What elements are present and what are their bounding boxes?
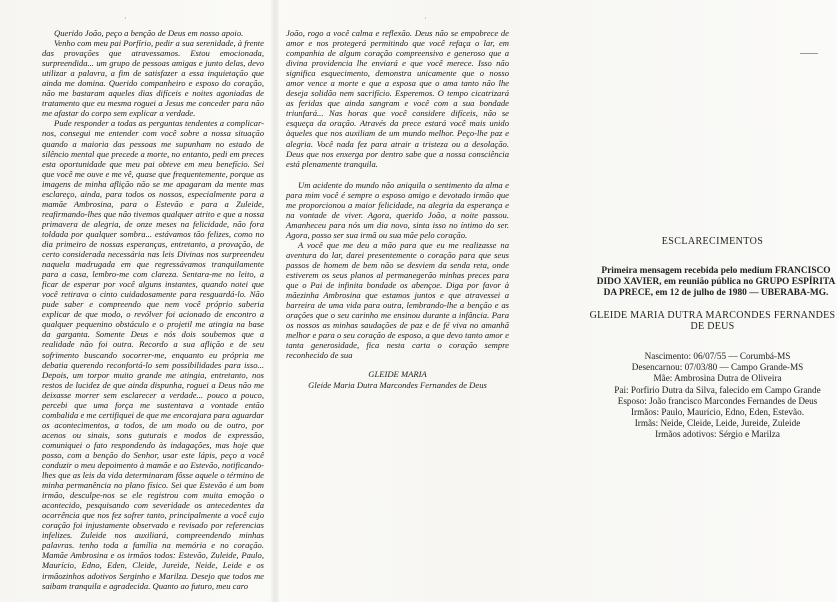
detail-death: Desencarnou: 07/03/80 — Campo Grande-MS [631,362,804,373]
detail-husband: Esposo: João francisco Marcondes Fernandes de Deus [617,395,818,406]
letter-column-left [42,28,264,591]
detail-birth: Nascimento: 06/07/55 — Corumbá-MS [644,351,791,361]
clarifications-panel [588,0,837,602]
detail-adopted: Irmãos adotivos: Sérgio e Marilza [655,429,780,440]
person-name: GLEIDE MARIA DUTRA MARCONDES FERNANDES DE DEUS [589,310,836,332]
person-details [598,351,837,441]
signature-caps: GLEIDE MARIA [368,368,427,379]
scan-mark: · [124,14,127,23]
letter-paragraph: Querido João, peço a benção de Deus em nosso apoio. [54,28,244,38]
letter-paragraph: A você que me deu a mão para que eu me realizasse na aventura do lar, darei presentemente o coração para que seus passos de homem de bem não se desviem da senda reta, onde estiverem os seus planos al permanegerão minhas preces para que o Pai de infinita bondade os abençoe. Diga por favor à mãezinha Ambrosina que estamos juntos e que atravessei a barreira de uma vida para outra, lembrando-lhe a benção e as orações que o seu carinho me ensinou durante a infância. Para os nossos as minhas saudações de paz e de fé viva no amanhã melhor e para o seu coração de esposo, a que devo tanto amor e tanta generosidade, fica nesta carta o coração sempre reconhecido de sua [286,239,509,361]
letter-column-middle [286,28,509,391]
page-fold-shadow [271,0,279,602]
letter-paragraph: Venho com meu pai Porfírio, pedir a sua serenidade, à frente das provações que atravessamos. Estou emocionada, surpreendida... um grupo de pessoas amigas e junto delas, devo utilizar a palavra, a fim de satisfazer a essa inquietação que ainda me domina. Querido companheiro e esposo do coração, não me bastaram aqueles dias difíceis e noites agoniadas de tratamento que eu mesma roguei a Jesus me conceder para não me afastar do corpo sem explicar a verdade. [42,38,264,119]
scan-mark: · [424,14,427,23]
detail-father: Pai: Porfirio Dutra da Silva, falecido em Campo Grande [614,384,821,395]
letter-paragraph: Um acidente do mundo não aniquila o sentimento da alma e para mim você é sempre o esposo amigo e devotado irmão que me proporcionou a maior felicidade, na alegria da esperança e na vontade de viver. Agora, querido João, a noite passou. Amanheceu para nós um dia novo, sinta isso no íntimo do ser. Agora, posso ser sua irmã ou sua mãe pelo coração. [286,179,509,240]
letter-paragraph: Pude responder a todas as perguntas tendentes a complicar-nos, consegui me entender com você sobre a nossa situação quando a maioria das pessoas me supunham no estado de silêncio mental que precede a morte, no entanto, pedi em preces esta oportunidade que meu pai obteve em meu benefício. Sei que você me ouve e me vê, quase que frequentemente, porque as imagens de minha aflição não se me apagaram da mente mas esclareço, ainda, para todos os nossos, especialmente para a mamãe Ambrosina, para o Estevão e para a Zuleide, reafirmando-lhes que não tivemos qualquer atrito e que a nossa primavera de alegria, de onze meses na felicidade, não fora toldada por qualquer sombra... estávamos tão felizes, como no dia primeiro de nossas esperanças, entretanto, a provação, de certo considerada necessária nas leis Divinas nos surpreendeu naquela madrugada em que regressávamos tranquilamente para a casa, lembro-me com clareza. Sentara-me no leito, a ficar de esperar por você alguns instantes, quando notei que você retirava o cinto cuidadosamente para resguardá-lo. Não pude saber e compreendo que nem você próprio saberia explicar de que modo, o revólver foi acionado de encontro a qualquer pequenino obstáculo e o projetil me atingia na base da garganta. Somente Deus e nós dois soubemos que a realidade não foi outra. Recordo a sua aflição e de seu sofrimento buscando socorrer-me, enquanto eu própria me debatia querendo reconfortá-lo sem possibilidades para isso... Depois, um torpor muito grande me atingia, entretanto, nos restos de lucidez de que ainda dispunha, roguei a Deus não me deixasse morrer sem esclarecer a verdade... pouco a pouco, percebi que uma força me sustentava a vontade então combalida e me certifiquei de que me encorajara para aguardar os acontecimentos, a todos, de um modo ou de outro, por acenos ou sinais, sons guturais e modos de expressão, comuniquei o fato respondendo às indagações, mas hoje que posso, com a benção do Senhor, usar este lápis, peço a você conduzir o meu depoimento à mamãe e ao Estevão, notificando-lhes que as leis da vida determinaram fôsse aquele o término de minha permanência no plano físico. Sei que Estevão é um bom irmão, desculpe-nos se ele registrou com muita emoção o acontecido, pesquisando com severidade os antecedentes da ocorrência que nos fez sofrer tanto, principalmente a você cujo coração foi injustamente observado e revisado por referencias infelizes. Zuleide nos auxiliará, compreendendo minhas palavras. tenho toda a família na memória e no coração. Mamãe Ambrosina e os irmãos todos: Estevão, Zuleide, Paulo, Maurício, Edno, Eden, Cleide, Jureide, Neide, Leide e os irmãozinhos adotivos Serginho e Marilza. Desejo que todos me saibam tranquila e agradecida. Quanto ao futuro, meu caro [42,118,264,591]
clarifications-text: Primeira mensagem recebida pelo medium FRANCISCO DIDO XAVIER, em reunião pública no GRUPO ESPÍRITA DA PRECE, em 12 de julho de 1980 — UBERABA-MG. [596,266,836,298]
detail-sisters: Irmãs: Neide, Cleide, Leide, Jureide, Zuleide [634,418,801,429]
letter-paragraph: João, rogo a você calma e reflexão. Deus não se empobrece de amor e nos protegerá permitindo que você refaça o lar, em companhia de algum coração compreensivo e generoso que a divina providencia lhe enviará e que você merece. Isso não significa esquecimento, demonstra unicamente que o nosso amor vence a morte e que a esposa que o ama tanto não lhe deseja solidão nem sacrifício. Esperemos. O tempo cicatrizará as feridas que ainda sangram e você com a sua bondade triunfará... Nas horas que você considere difíceis, não se esqueça da oração. Através da prece estará você mais unido àqueles que nos auxiliam de um mundo melhor. Peço-lhe paz e alegria. Você nada fez para atrair a tristeza ou a desolação. Deus que nos enxerga por dentro sabe que a nossa consciência está plenamente tranquila. [286,28,509,169]
detail-brothers: Irmãos: Paulo, Maurício, Edno, Eden, Estevão. [631,407,804,418]
detail-mother: Mãe: Ambrosina Dutra de Oliveira [653,373,782,384]
signature [286,369,509,391]
clarifications-title: ESCLARECIMENTOS [661,236,764,247]
signature-full-name: Gleide Maria Dutra Marcondes Fernandes de Deus [308,379,487,390]
